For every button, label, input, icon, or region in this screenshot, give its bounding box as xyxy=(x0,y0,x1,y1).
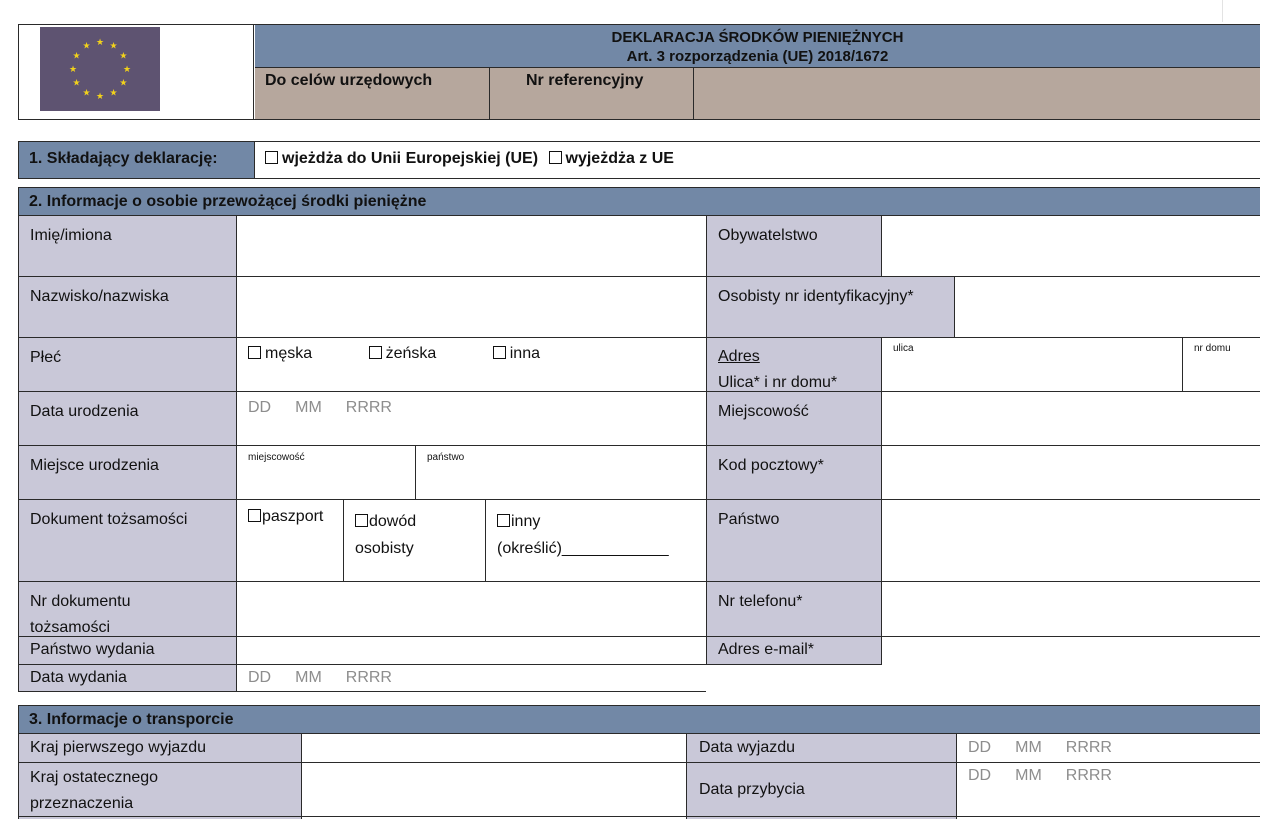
citizenship-label: Obywatelstwo xyxy=(718,227,818,244)
city-field[interactable] xyxy=(883,392,1260,445)
document-number-label-line2: tożsamości xyxy=(30,619,111,636)
birth-date-field[interactable] xyxy=(248,399,416,417)
leave-eu-label: wyjeżdża z UE xyxy=(565,150,674,167)
row-line xyxy=(706,337,1260,338)
departure-date-mm: MM xyxy=(1015,739,1042,756)
id-other-label-line1: inny xyxy=(511,513,541,530)
issue-date-dd: DD xyxy=(248,669,272,686)
section-2-title: 2. Informacje o osobie przewożącej środki pieniężne xyxy=(29,193,427,210)
birth-city-hint: miejscowość xyxy=(248,452,305,463)
reference-number-field[interactable] xyxy=(694,68,1260,119)
departure-date-label: Data wyjazdu xyxy=(699,739,796,756)
birth-date-dd: DD xyxy=(248,399,272,416)
col-line xyxy=(343,500,344,581)
arrival-date-mm: MM xyxy=(1015,767,1042,784)
id-card-option xyxy=(355,508,416,562)
form-title: DEKLARACJA ŚRODKÓW PIENIĘŻNYCH xyxy=(611,29,904,46)
flag-star-icon: ★ xyxy=(95,37,105,47)
official-use-box xyxy=(255,68,490,119)
address-label xyxy=(718,344,837,396)
flag-star-icon: ★ xyxy=(68,64,78,74)
id-document-label: Dokument tożsamości xyxy=(30,511,188,528)
sex-female-label: żeńska xyxy=(385,345,437,362)
address-heading: Adres xyxy=(718,348,760,365)
issue-date-yyyy: RRRR xyxy=(345,669,392,686)
id-other-checkbox[interactable] xyxy=(497,514,510,527)
birth-country-field[interactable] xyxy=(417,462,705,498)
departure-date-yyyy: RRRR xyxy=(1065,739,1112,756)
last-name-field[interactable] xyxy=(238,278,705,337)
flag-star-icon: ★ xyxy=(95,91,105,101)
row-line xyxy=(18,664,706,665)
reference-number-label: Nr referencyjny xyxy=(526,72,644,89)
section-3-header xyxy=(18,705,1260,734)
email-field[interactable] xyxy=(883,637,1260,664)
row-line xyxy=(18,691,706,692)
first-name-label: Imię/imiona xyxy=(30,227,112,244)
id-other-option xyxy=(497,508,669,562)
final-destination-label xyxy=(30,765,158,817)
birth-country-hint: państwo xyxy=(427,452,465,463)
arrival-date-dd: DD xyxy=(968,767,992,784)
personal-id-field[interactable] xyxy=(956,278,1260,337)
document-number-label-line1: Nr dokumentu xyxy=(30,593,131,610)
flag-star-icon: ★ xyxy=(109,87,118,98)
flag-star-icon: ★ xyxy=(72,77,81,88)
id-card-checkbox[interactable] xyxy=(355,514,368,527)
birth-city-field[interactable] xyxy=(238,462,414,498)
declarant-label: 1. Składający deklarację: xyxy=(29,150,218,167)
house-number-field[interactable] xyxy=(1184,355,1260,390)
declarant-options xyxy=(265,150,674,168)
issue-date-field[interactable] xyxy=(248,669,416,687)
sex-other-label: inna xyxy=(509,345,540,362)
leave-eu-checkbox[interactable] xyxy=(549,151,562,164)
birth-date-yyyy: RRRR xyxy=(345,399,392,416)
street-hint: ulica xyxy=(893,343,914,354)
enter-eu-label: wjeżdża do Unii Europejskiej (UE) xyxy=(282,150,539,167)
phone-field[interactable] xyxy=(883,582,1260,636)
sex-options xyxy=(248,345,540,363)
col-line xyxy=(485,500,486,581)
birth-date-mm: MM xyxy=(295,399,322,416)
arrival-date-field[interactable] xyxy=(968,767,1136,785)
row-line xyxy=(18,337,706,338)
departure-date-field[interactable] xyxy=(968,739,1136,757)
section-3-title: 3. Informacje o transporcie xyxy=(29,711,234,728)
personal-id-label: Osobisty nr identyfikacyjny* xyxy=(718,288,914,305)
departure-date-dd: DD xyxy=(968,739,992,756)
house-number-hint: nr domu xyxy=(1194,343,1231,354)
enter-eu-checkbox[interactable] xyxy=(265,151,278,164)
flag-star-icon: ★ xyxy=(122,64,132,74)
final-destination-label-line1: Kraj ostatecznego xyxy=(30,769,159,786)
section-2-header xyxy=(18,187,1260,216)
first-departure-label: Kraj pierwszego wyjazdu xyxy=(30,739,207,756)
issue-date-label: Data wydania xyxy=(30,669,127,686)
flag-star-icon: ★ xyxy=(82,40,91,51)
first-departure-field[interactable] xyxy=(303,735,685,762)
street-field[interactable] xyxy=(883,355,1181,390)
arrival-date-label: Data przybycia xyxy=(699,781,805,798)
last-name-label: Nazwisko/nazwiska xyxy=(30,288,169,305)
citizenship-field[interactable] xyxy=(883,217,1260,276)
col-line xyxy=(415,446,416,499)
country-label: Państwo xyxy=(718,511,780,528)
sex-label: Płeć xyxy=(30,349,62,366)
title-block xyxy=(255,25,1260,68)
birth-place-label: Miejsce urodzenia xyxy=(30,457,159,474)
reference-number-box[interactable] xyxy=(490,68,694,119)
id-other-specify-field[interactable]: (określić)____________ xyxy=(497,540,669,557)
flag-star-icon: ★ xyxy=(119,50,128,61)
row-line xyxy=(706,664,882,665)
final-destination-label-line2: przeznaczenia xyxy=(30,795,134,812)
flag-star-icon: ★ xyxy=(72,50,81,61)
document-number-field[interactable] xyxy=(238,583,705,636)
row-line xyxy=(18,816,1260,817)
declarant-label-cell xyxy=(19,142,255,178)
document-number-label xyxy=(20,582,131,641)
id-card-label-line1: dowód xyxy=(369,513,417,530)
address-street-label: Ulica* i nr domu* xyxy=(718,374,838,391)
first-name-field[interactable] xyxy=(238,217,705,276)
sex-other-checkbox[interactable] xyxy=(493,346,506,359)
flag-star-icon: ★ xyxy=(82,87,91,98)
sex-male-checkbox[interactable] xyxy=(248,346,261,359)
official-use-label: Do celów urzędowych xyxy=(265,72,433,89)
id-passport-option xyxy=(248,508,323,526)
page-edge xyxy=(1222,0,1223,22)
id-passport-checkbox[interactable] xyxy=(248,509,261,522)
sex-female-checkbox[interactable] xyxy=(369,346,382,359)
flag-star-icon: ★ xyxy=(119,77,128,88)
issue-country-field[interactable] xyxy=(238,637,705,664)
arrival-date-yyyy: RRRR xyxy=(1065,767,1112,784)
id-card-label-line2: osobisty xyxy=(355,540,414,557)
issue-country-label: Państwo wydania xyxy=(30,641,155,658)
id-passport-label: paszport xyxy=(262,508,324,525)
phone-label: Nr telefonu* xyxy=(718,593,803,610)
flag-star-icon: ★ xyxy=(109,40,118,51)
form-subtitle: Art. 3 rozporządzenia (UE) 2018/1672 xyxy=(626,48,889,65)
email-label: Adres e-mail* xyxy=(718,641,815,658)
birth-date-label: Data urodzenia xyxy=(30,403,139,420)
issue-date-mm: MM xyxy=(295,669,322,686)
final-destination-field[interactable] xyxy=(303,763,685,816)
postal-code-field[interactable] xyxy=(883,446,1260,499)
eu-flag-icon xyxy=(40,27,160,111)
country-field[interactable] xyxy=(883,500,1260,581)
sex-male-label: męska xyxy=(265,345,313,362)
city-label: Miejscowość xyxy=(718,403,809,420)
col-line xyxy=(1182,338,1183,391)
postal-code-label: Kod pocztowy* xyxy=(718,457,824,474)
